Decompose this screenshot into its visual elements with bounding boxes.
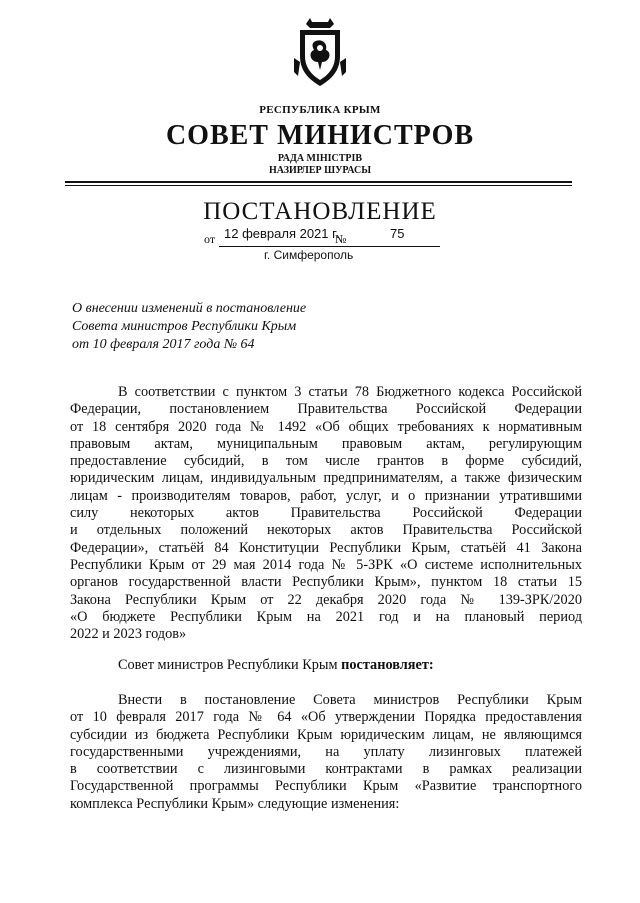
decree-number: 75 xyxy=(390,226,405,241)
paragraph-line: лицам - производителям товаров, работ, услуг, и о признании утратившими xyxy=(70,487,582,504)
paragraph-line: Государственной программы Республики Крым «Развитие транспортного xyxy=(70,778,582,795)
subject-line: от 10 февраля 2017 года № 64 xyxy=(72,337,255,352)
document-type-title: ПОСТАНОВЛЕНИЕ xyxy=(203,198,437,225)
paragraph-line: Внести в постановление Совета министров Республики Крым xyxy=(118,692,582,708)
paragraph-line: «О бюджете Республики Крым на 2021 год и на плановый период xyxy=(70,608,582,625)
paragraph-line: силу некоторых актов Правительства Российской Федерации xyxy=(70,505,582,522)
paragraph-line: комплекса Республики Крым» следующие изменения: xyxy=(70,795,400,812)
paragraph-line: от 18 сентября 2020 года № 1492 «Об общих требованиях к нормативным xyxy=(70,418,582,435)
city: г. Симферополь xyxy=(264,248,354,262)
preamble-paragraph xyxy=(70,384,582,643)
paragraph-line: субсидии из бюджета Республики Крым юридическим лицам, не являющимся xyxy=(70,726,582,743)
paragraph-line: от 10 февраля 2017 года № 64 «Об утверждении Порядка предоставления xyxy=(70,709,582,726)
from-label: от xyxy=(204,232,216,246)
paragraph-line: 2022 и 2023 годов» xyxy=(70,626,187,643)
paragraph-line: в соответствии с лизинговыми контрактами в рамках реализации xyxy=(70,761,582,778)
paragraph-line: В соответствии с пунктом 3 статьи 78 Бюджетного кодекса Российской xyxy=(118,384,582,400)
number-label: № xyxy=(335,232,347,246)
paragraph-line: и отдельных положений некоторых актов Правительства Российской xyxy=(70,522,582,539)
resolution-verb: постановляет: xyxy=(341,657,434,673)
republic-name: РЕСПУБЛИКА КРЫМ xyxy=(259,104,381,116)
paragraph-line xyxy=(70,657,582,674)
paragraph-line: органов государственной власти Республики Крым», пунктом 18 статьи 15 xyxy=(70,574,582,591)
date-underline xyxy=(219,246,349,247)
paragraph-line: правовым актам, муниципальным правовым актам, регулирующим xyxy=(70,435,582,452)
rada-ministriv: РАДА МІНІСТРІВ xyxy=(277,153,363,164)
subject-line: О внесении изменений в постановление xyxy=(72,301,307,316)
date-number-line xyxy=(204,224,440,248)
paragraph-line: предоставление субсидий, в том числе грантов в форме субсидий, xyxy=(70,453,582,470)
amendment-paragraph xyxy=(70,692,582,813)
decree-subject xyxy=(72,300,392,354)
header-rule xyxy=(65,181,572,183)
paragraph-line: Республики Крым от 29 мая 2014 года № 5-ЗРК «О системе исполнительных xyxy=(70,556,582,573)
nazirler-shurasy: НАЗИРЛЕР ШУРАСЫ xyxy=(268,165,372,176)
paragraph-line: Закона Республики Крым от 22 декабря 2020 года № 139-ЗРК/2020 xyxy=(70,591,582,608)
number-underline xyxy=(347,246,440,247)
header-rule-thin xyxy=(65,185,572,186)
council-name: СОВЕТ МИНИСТРОВ xyxy=(165,120,475,151)
crimea-coat-of-arms-icon xyxy=(292,18,348,88)
resolution-text: Совет министров Республики Крым xyxy=(118,657,342,673)
paragraph-line: юридическим лицам, индивидуальным предпринимателям, а также физическим xyxy=(70,470,582,487)
paragraph-line: Федерации, постановлением Правительства Российской Федерации xyxy=(70,401,582,418)
paragraph-line: государственными учреждениями, на уплату лизинговых платежей xyxy=(70,743,582,760)
decree-date: 12 февраля 2021 г. xyxy=(224,226,339,241)
paragraph-line: Федерации», статьёй 84 Конституции Республики Крым, статьёй 41 Закона xyxy=(70,539,582,556)
subject-line: Совета министров Республики Крым xyxy=(72,319,297,334)
council-other-names xyxy=(0,153,640,177)
resolution-paragraph xyxy=(70,657,582,674)
